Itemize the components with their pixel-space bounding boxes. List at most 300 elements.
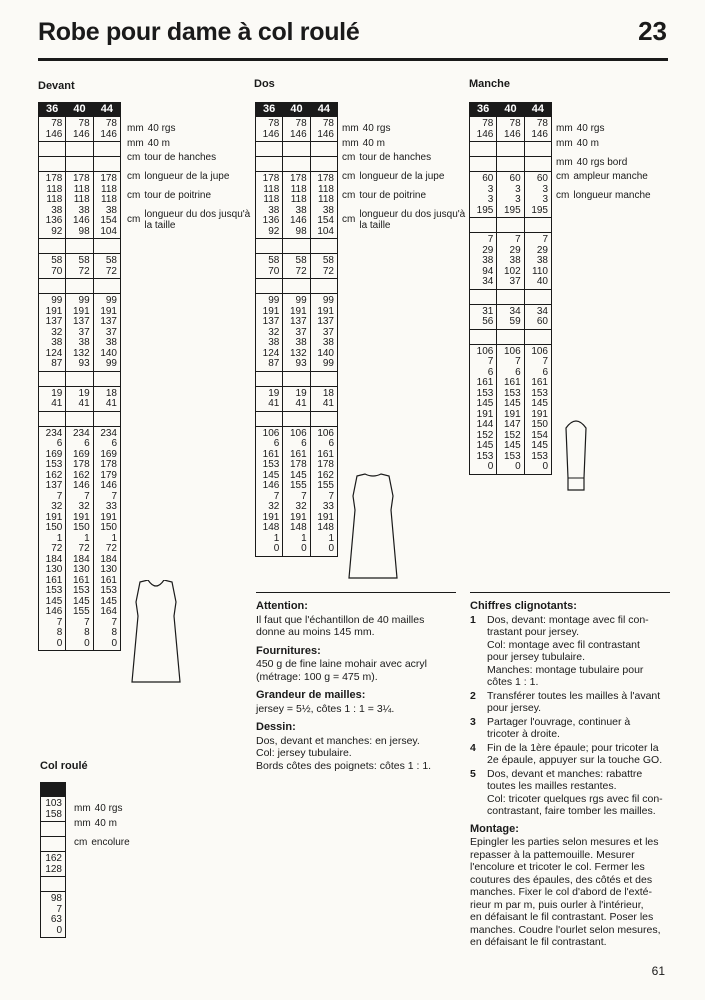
dos-cell: 106 <box>310 426 337 439</box>
dessin-heading: Dessin: <box>256 721 296 733</box>
pattern-number: 23 <box>638 16 667 46</box>
montage-line: coutures des épaules, des côtés et des <box>470 873 653 886</box>
dos-cell: 191 <box>283 307 310 318</box>
gap-cell <box>39 239 66 254</box>
dos-cell: 104 <box>310 227 337 239</box>
measure-annotation <box>342 209 471 231</box>
step-line: Partager l'ouvrage, continuer à <box>487 715 631 728</box>
step-line: contrastant, faire tomber les mailles. <box>487 805 656 817</box>
measure-gap-row <box>470 157 552 172</box>
devant-cell: 104 <box>93 227 120 239</box>
page-title: Robe pour dame à col roulé <box>38 18 360 46</box>
col-cell: 162 <box>41 852 66 865</box>
manche-cell: 7 <box>497 233 524 246</box>
measure-label: tour de poitrine <box>359 189 427 201</box>
table-row <box>470 399 552 410</box>
dos-cell: 19 <box>283 386 310 399</box>
table-row <box>256 195 338 206</box>
gap-cell <box>93 142 120 157</box>
manche-cell: 60 <box>524 172 551 185</box>
unit-label: cm <box>556 189 570 201</box>
table-row <box>39 399 121 411</box>
table-row <box>470 317 552 329</box>
dos-table <box>255 102 338 557</box>
manche-cell: 60 <box>470 172 497 185</box>
dos-cell: 161 <box>283 450 310 461</box>
devant-cell: 153 <box>39 586 66 597</box>
montage-line: rieur m par m, puis ourler à l'intérieur, <box>470 898 644 911</box>
devant-cell: 37 <box>66 328 93 339</box>
dos-cell: 72 <box>283 267 310 279</box>
devant-cell: 150 <box>93 523 120 534</box>
devant-cell: 78 <box>66 117 93 130</box>
dos-cell: 137 <box>256 317 283 328</box>
devant-cell: 118 <box>66 195 93 206</box>
size-header: 44 <box>524 103 551 117</box>
measure-label: 40 rgs <box>147 122 176 134</box>
size-header: 44 <box>93 103 120 117</box>
manche-table <box>469 102 552 475</box>
devant-cell: 7 <box>66 618 93 629</box>
gap-cell <box>39 142 66 157</box>
measure-annotation <box>556 123 604 134</box>
measure-gap-row <box>256 239 338 254</box>
gap-cell <box>256 371 283 386</box>
devant-cell: 98 <box>66 227 93 239</box>
devant-cell: 93 <box>66 359 93 371</box>
measure-gap-row <box>470 289 552 304</box>
dos-cell: 72 <box>310 267 337 279</box>
measure-gap-row <box>256 157 338 172</box>
measure-label: tour de hanches <box>359 151 432 163</box>
manche-cell: 37 <box>497 277 524 289</box>
dos-cell: 132 <box>283 349 310 360</box>
manche-cell: 191 <box>497 410 524 421</box>
dos-cell: 118 <box>283 195 310 206</box>
devant-cell: 162 <box>66 471 93 482</box>
page-number: 61 <box>651 964 665 978</box>
list-item <box>470 716 675 741</box>
measure-annotation <box>74 837 130 848</box>
devant-cell: 169 <box>39 450 66 461</box>
measure-annotation <box>342 152 431 163</box>
table-row <box>39 338 121 349</box>
gap-cell <box>310 142 337 157</box>
table-row <box>256 534 338 545</box>
gap-cell <box>524 329 551 344</box>
table-row <box>470 256 552 267</box>
devant-cell: 32 <box>66 502 93 513</box>
devant-cell: 72 <box>93 544 120 555</box>
table-row <box>41 797 66 810</box>
manche-cell: 0 <box>470 462 497 474</box>
devant-cell: 178 <box>66 460 93 471</box>
devant-cell: 140 <box>93 349 120 360</box>
table-row <box>256 426 338 439</box>
manche-cell: 38 <box>470 256 497 267</box>
gap-cell <box>524 142 551 157</box>
manche-cell: 110 <box>524 267 551 278</box>
dos-cell: 78 <box>256 117 283 130</box>
table-row <box>256 439 338 450</box>
table-row <box>39 460 121 471</box>
table-row <box>39 195 121 206</box>
unit-label: mm <box>127 122 144 134</box>
table-row <box>39 130 121 142</box>
gap-cell <box>93 371 120 386</box>
measure-annotation <box>127 138 170 149</box>
dos-cell: 6 <box>256 439 283 450</box>
manche-label: Manche <box>469 78 510 90</box>
measure-annotation <box>74 818 117 829</box>
measure-gap-row <box>39 157 121 172</box>
dos-cell: 38 <box>310 206 337 217</box>
size-header: 36 <box>470 103 497 117</box>
dessin-line: Bords côtes des poignets: côtes 1 : 1. <box>256 759 432 772</box>
middle-text <box>256 600 456 772</box>
dos-cell: 118 <box>310 185 337 196</box>
table-row <box>39 628 121 639</box>
dos-cell: 78 <box>310 117 337 130</box>
manche-cell: 154 <box>524 431 551 442</box>
gap-cell <box>93 279 120 294</box>
unit-label: cm <box>74 836 88 848</box>
manche-cell: 153 <box>497 452 524 463</box>
table-row <box>256 267 338 279</box>
table-row <box>256 216 338 227</box>
manche-cell: 94 <box>470 267 497 278</box>
gap-cell <box>470 289 497 304</box>
dos-cell: 0 <box>256 544 283 556</box>
dos-cell: 146 <box>256 130 283 142</box>
devant-cell: 99 <box>66 294 93 307</box>
devant-cell: 191 <box>93 513 120 524</box>
devant-cell: 7 <box>39 618 66 629</box>
measure-gap-row <box>41 837 66 852</box>
devant-cell: 234 <box>39 426 66 439</box>
table-row <box>39 565 121 576</box>
size-header: 40 <box>66 103 93 117</box>
manche-cell: 31 <box>470 304 497 317</box>
devant-cell: 92 <box>39 227 66 239</box>
step-line: pour jersey. <box>487 702 542 714</box>
gap-cell <box>256 411 283 426</box>
measure-gap-row <box>470 142 552 157</box>
table-row <box>256 359 338 371</box>
unit-label: mm <box>74 817 91 829</box>
devant-cell: 191 <box>66 513 93 524</box>
table-row <box>39 359 121 371</box>
devant-cell: 19 <box>66 386 93 399</box>
devant-cell: 0 <box>93 639 120 651</box>
step-line: 2e épaule, appuyer sur la touche GO. <box>487 754 663 766</box>
unit-label: cm <box>127 170 141 182</box>
step-line: toutes les mailles restantes. <box>487 780 617 792</box>
dos-cell: 118 <box>283 185 310 196</box>
manche-cell: 60 <box>524 317 551 329</box>
devant-cell: 118 <box>93 185 120 196</box>
manche-cell: 153 <box>497 389 524 400</box>
gap-cell <box>41 822 66 837</box>
devant-cell: 41 <box>39 399 66 411</box>
measure-annotation <box>556 138 599 149</box>
table-row <box>470 452 552 463</box>
gap-cell <box>524 218 551 233</box>
attention-heading: Attention: <box>256 600 308 612</box>
measure-annotation <box>127 190 211 201</box>
devant-cell: 58 <box>93 254 120 267</box>
devant-table <box>38 102 121 651</box>
devant-cell: 164 <box>93 607 120 618</box>
dos-cell: 191 <box>256 513 283 524</box>
table-row <box>39 117 121 130</box>
size-header: 36 <box>256 103 283 117</box>
gap-cell <box>470 142 497 157</box>
gap-cell <box>470 218 497 233</box>
size-header: 36 <box>39 103 66 117</box>
table-row <box>41 926 66 938</box>
manche-cell: 146 <box>524 130 551 142</box>
col-cell: 103 <box>41 797 66 810</box>
table-row <box>41 915 66 926</box>
list-item <box>470 742 675 767</box>
table-row <box>39 586 121 597</box>
dos-cell: 6 <box>283 439 310 450</box>
manche-cell: 106 <box>497 344 524 357</box>
list-item <box>470 768 675 818</box>
manche-cell: 78 <box>470 117 497 130</box>
col-cell: 0 <box>41 926 66 938</box>
manche-cell: 3 <box>524 185 551 196</box>
step-number: 5 <box>470 767 476 780</box>
devant-cell: 169 <box>93 450 120 461</box>
measure-label: longueur du dos jusqu'à la taille <box>359 208 466 231</box>
table-row <box>470 277 552 289</box>
dos-cell: 118 <box>256 185 283 196</box>
dos-cell: 0 <box>310 544 337 556</box>
devant-cell: 19 <box>39 386 66 399</box>
step-line: tricoter à droite. <box>487 728 560 740</box>
table-row <box>470 420 552 431</box>
chiffres-heading: Chiffres clignotants: <box>470 600 577 612</box>
manche-cell: 161 <box>497 378 524 389</box>
table-row <box>470 195 552 206</box>
dos-cell: 137 <box>283 317 310 328</box>
table-row <box>256 130 338 142</box>
unit-label: cm <box>556 170 570 182</box>
gap-cell <box>256 279 283 294</box>
dos-cell: 7 <box>310 492 337 503</box>
unit-label: mm <box>556 137 573 149</box>
manche-cell: 29 <box>470 246 497 257</box>
manche-cell: 3 <box>497 195 524 206</box>
manche-cell: 145 <box>470 441 497 452</box>
gap-cell <box>93 411 120 426</box>
gap-cell <box>470 157 497 172</box>
dos-cell: 41 <box>256 399 283 411</box>
dos-cell: 37 <box>283 328 310 339</box>
gap-cell <box>310 411 337 426</box>
devant-cell: 118 <box>93 195 120 206</box>
devant-cell: 184 <box>93 555 120 566</box>
manche-cell: 106 <box>524 344 551 357</box>
dos-silhouette <box>345 472 401 580</box>
devant-cell: 184 <box>39 555 66 566</box>
dos-cell: 155 <box>310 481 337 492</box>
measure-annotation <box>556 190 651 201</box>
manche-cell: 102 <box>497 267 524 278</box>
manche-cell: 145 <box>470 399 497 410</box>
manche-cell: 7 <box>524 357 551 368</box>
devant-cell: 184 <box>66 555 93 566</box>
devant-cell: 124 <box>39 349 66 360</box>
dos-cell: 19 <box>256 386 283 399</box>
measure-gap-row <box>39 279 121 294</box>
gap-cell <box>93 157 120 172</box>
dos-cell: 38 <box>256 338 283 349</box>
devant-cell: 146 <box>66 216 93 227</box>
dos-cell: 58 <box>256 254 283 267</box>
devant-cell: 146 <box>39 130 66 142</box>
dos-cell: 191 <box>283 513 310 524</box>
devant-cell: 58 <box>66 254 93 267</box>
gap-cell <box>310 279 337 294</box>
devant-cell: 234 <box>66 426 93 439</box>
gap-cell <box>524 289 551 304</box>
measure-label: 40 rgs <box>362 122 391 134</box>
devant-cell: 178 <box>93 172 120 185</box>
table-row <box>470 441 552 452</box>
dos-cell: 161 <box>310 450 337 461</box>
unit-label: cm <box>342 189 356 201</box>
devant-silhouette <box>128 580 184 684</box>
dos-cell: 148 <box>310 523 337 534</box>
measure-label: ampleur manche <box>573 170 648 182</box>
step-line: pour jersey tubulaire. <box>487 651 586 663</box>
measure-gap-row <box>39 142 121 157</box>
devant-cell: 99 <box>93 359 120 371</box>
gap-cell <box>283 411 310 426</box>
manche-cell: 191 <box>470 410 497 421</box>
measure-gap-row <box>256 142 338 157</box>
devant-cell: 191 <box>66 307 93 318</box>
manche-cell: 34 <box>524 304 551 317</box>
dos-cell: 178 <box>310 460 337 471</box>
devant-cell: 99 <box>93 294 120 307</box>
dos-cell: 1 <box>310 534 337 545</box>
measure-gap-row <box>470 329 552 344</box>
manche-cell: 153 <box>470 452 497 463</box>
measure-label: encolure <box>91 836 130 848</box>
dos-cell: 33 <box>310 502 337 513</box>
devant-cell: 7 <box>93 618 120 629</box>
grandeur-heading: Grandeur de mailles: <box>256 689 366 701</box>
devant-cell: 191 <box>39 513 66 524</box>
dos-cell: 99 <box>283 294 310 307</box>
dos-cell: 124 <box>256 349 283 360</box>
manche-cell: 7 <box>470 233 497 246</box>
dos-cell: 99 <box>256 294 283 307</box>
dos-cell: 41 <box>310 399 337 411</box>
devant-cell: 38 <box>93 206 120 217</box>
measure-label: 40 rgs <box>576 122 605 134</box>
manche-cell: 29 <box>497 246 524 257</box>
dos-cell: 98 <box>283 227 310 239</box>
devant-cell: 38 <box>93 338 120 349</box>
gap-cell <box>524 157 551 172</box>
dos-cell: 6 <box>310 439 337 450</box>
measure-gap-row <box>39 371 121 386</box>
table-row <box>256 460 338 471</box>
manche-cell: 195 <box>497 206 524 218</box>
dos-cell: 178 <box>256 172 283 185</box>
devant-cell: 130 <box>66 565 93 576</box>
devant-cell: 78 <box>39 117 66 130</box>
devant-cell: 153 <box>39 460 66 471</box>
devant-cell: 191 <box>39 307 66 318</box>
dos-cell: 106 <box>256 426 283 439</box>
measure-gap-row <box>470 218 552 233</box>
col-label: Col roulé <box>40 760 88 772</box>
gap-cell <box>66 371 93 386</box>
unit-label: cm <box>127 189 141 201</box>
montage-line: repasser à la pattemouille. Mesurer <box>470 848 635 861</box>
fournitures-heading: Fournitures: <box>256 644 321 657</box>
col-cell: 98 <box>41 892 66 905</box>
measure-annotation <box>342 138 385 149</box>
manche-cell: 3 <box>470 195 497 206</box>
dos-cell: 191 <box>310 307 337 318</box>
table-row <box>470 117 552 130</box>
manche-cell: 145 <box>524 399 551 410</box>
devant-cell: 191 <box>93 307 120 318</box>
devant-cell: 72 <box>93 267 120 279</box>
devant-cell: 99 <box>39 294 66 307</box>
measure-label: 40 m <box>147 137 170 149</box>
dos-cell: 146 <box>283 216 310 227</box>
table-row <box>39 618 121 629</box>
size-header: 40 <box>497 103 524 117</box>
devant-cell: 72 <box>66 267 93 279</box>
fournitures-body: 450 g de fine laine mohair avec acryl (métrage: 100 g = 475 m). <box>256 658 428 683</box>
devant-cell: 118 <box>66 185 93 196</box>
dos-cell: 191 <box>310 513 337 524</box>
devant-cell: 137 <box>66 317 93 328</box>
col-cell: 128 <box>41 865 66 877</box>
size-header-blank <box>41 783 66 797</box>
gap-cell <box>66 411 93 426</box>
manche-cell: 40 <box>524 277 551 289</box>
unit-label: cm <box>342 170 356 182</box>
dos-cell: 1 <box>256 534 283 545</box>
devant-cell: 118 <box>39 195 66 206</box>
gap-cell <box>283 371 310 386</box>
manche-cell: 145 <box>524 441 551 452</box>
manche-cell: 6 <box>497 368 524 379</box>
gap-cell <box>283 239 310 254</box>
devant-cell: 1 <box>39 534 66 545</box>
dos-cell: 106 <box>283 426 310 439</box>
manche-cell: 106 <box>470 344 497 357</box>
devant-cell: 38 <box>39 338 66 349</box>
table-row <box>39 317 121 328</box>
devant-cell: 41 <box>93 399 120 411</box>
measure-gap-row <box>256 371 338 386</box>
manche-cell: 145 <box>497 441 524 452</box>
dos-cell: 92 <box>256 227 283 239</box>
devant-cell: 136 <box>39 216 66 227</box>
table-row <box>256 544 338 556</box>
